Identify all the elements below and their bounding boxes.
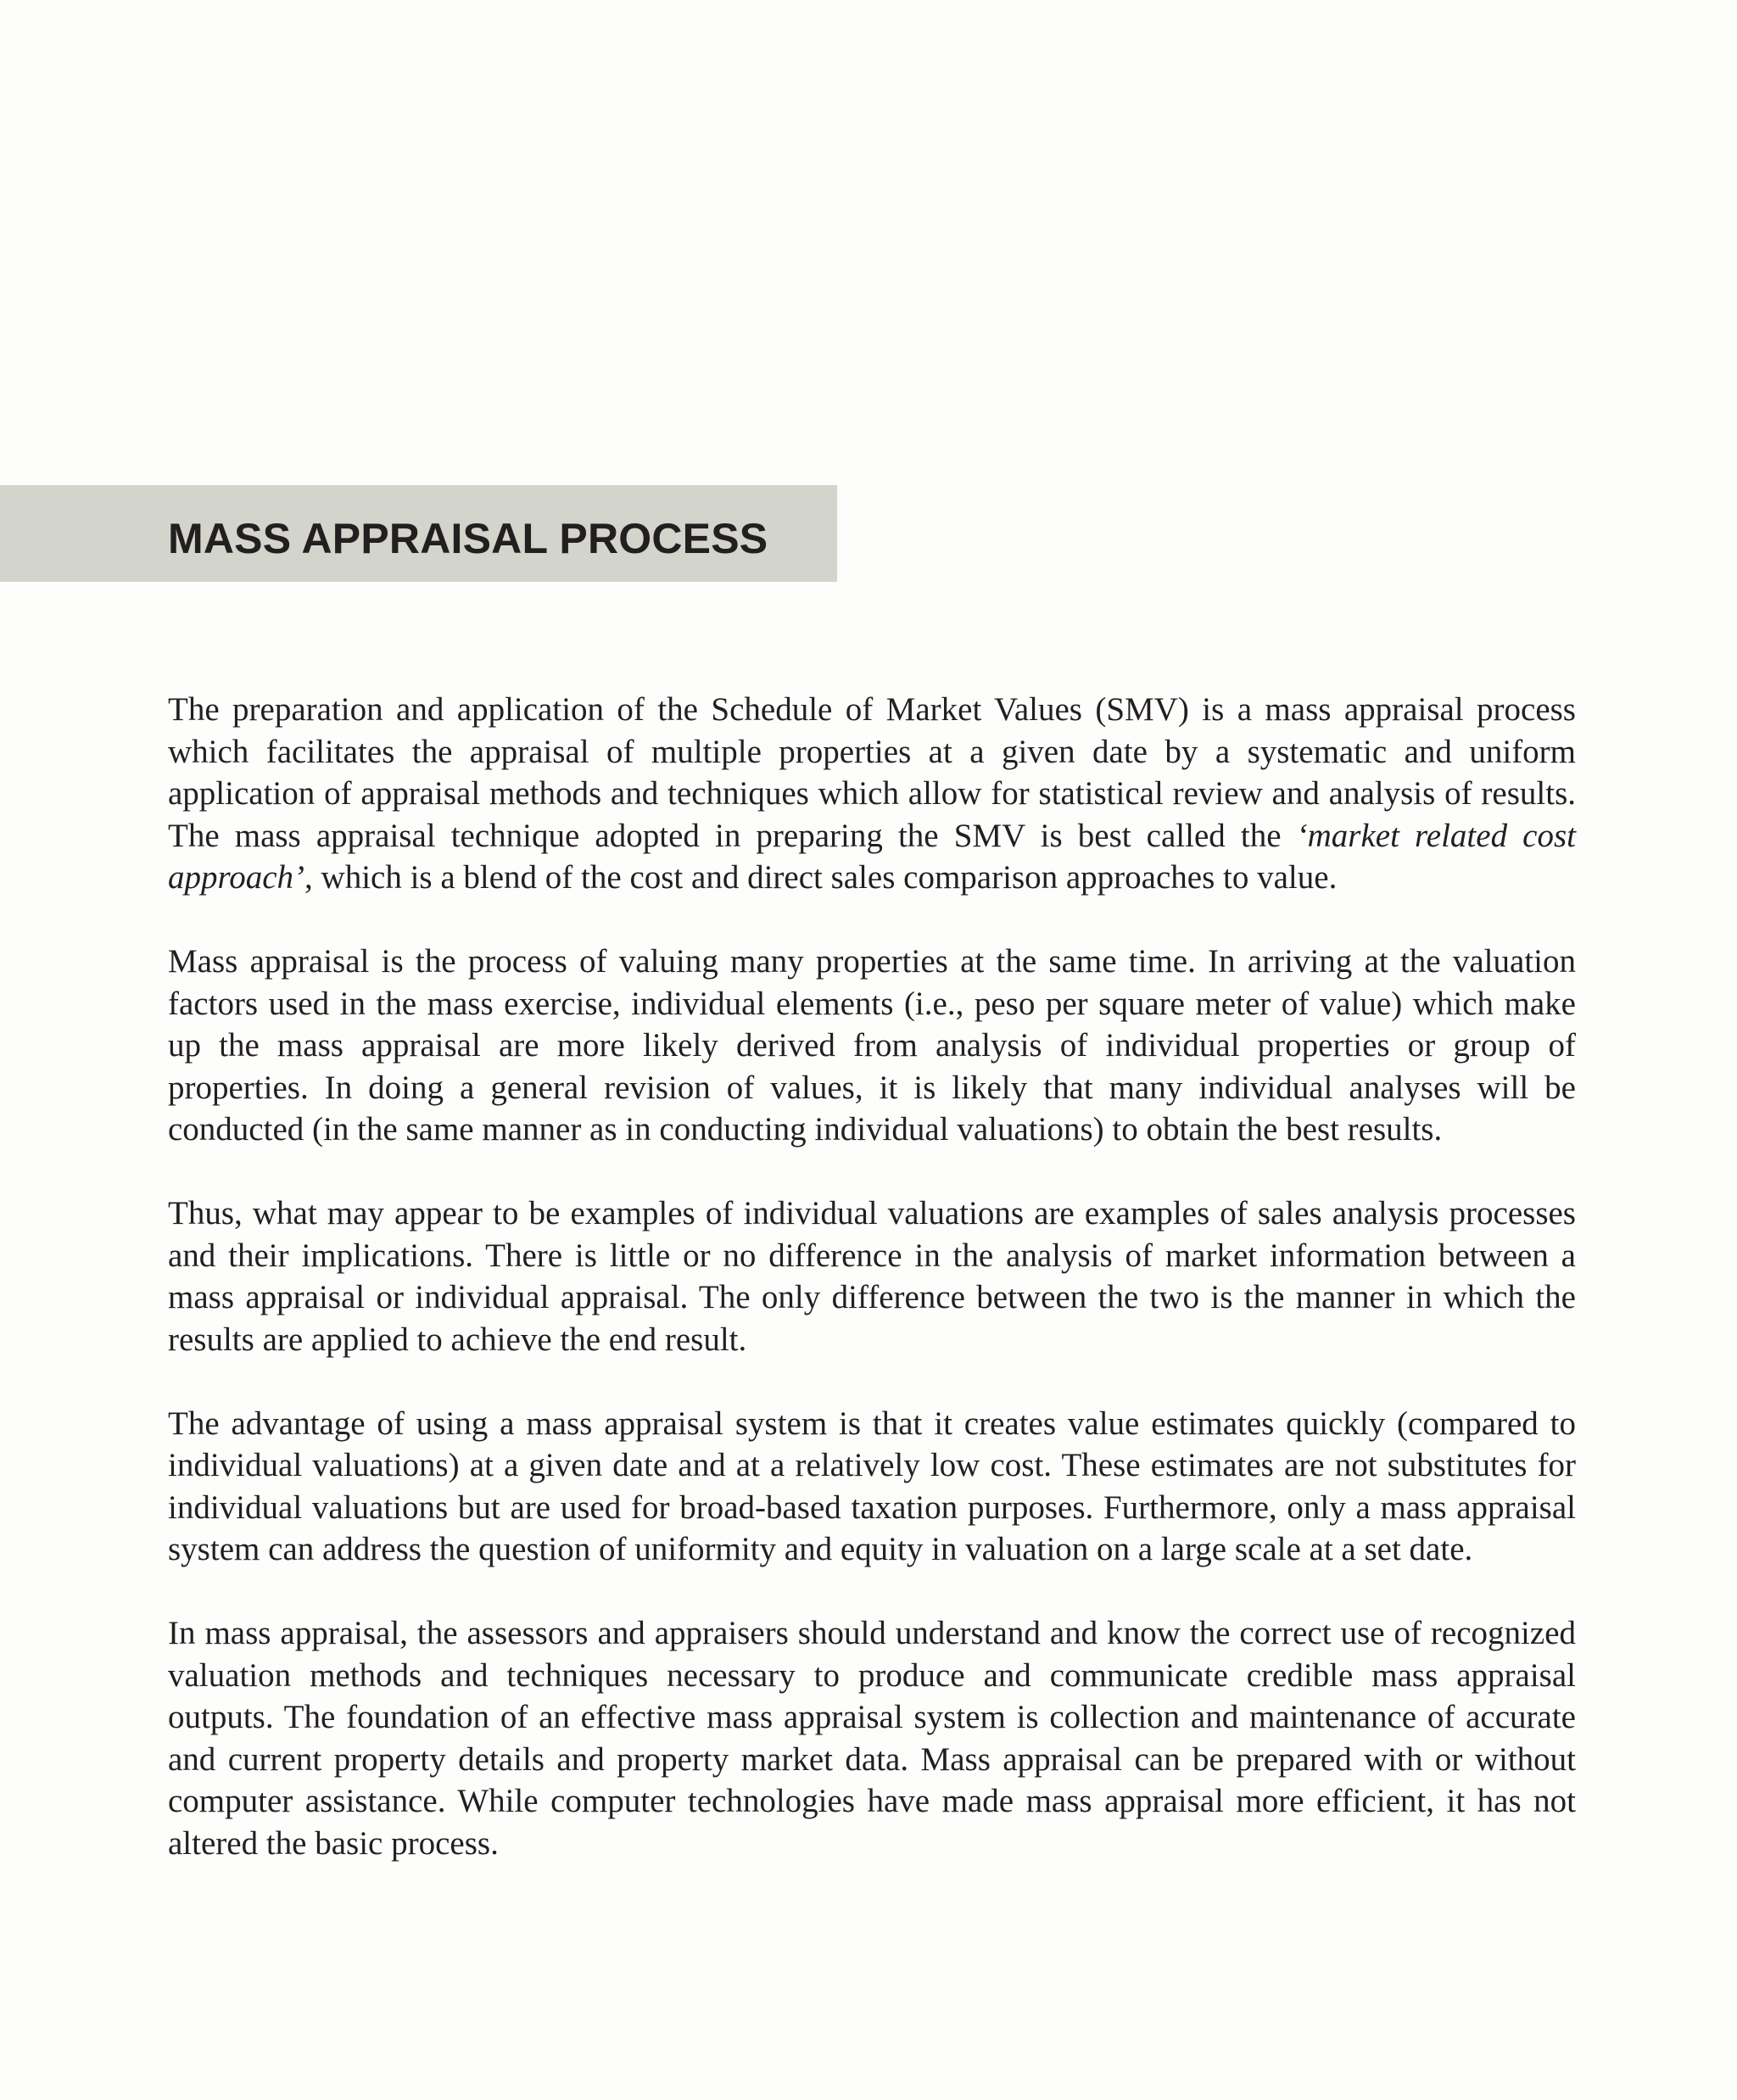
- paragraph-advantages: The advantage of using a mass appraisal system is that it creates value estimates quickly (compared to individual valuations) at a given date and at a relatively low cost. These estimates are not substitutes for individual valuations but are used for broad-based taxation purposes. Furthermore, only a mass appraisal system can address the question of uniformity and equity in valuation on a large scale at a set date.: [168, 1405, 1576, 1567]
- section-title: MASS APPRAISAL PROCESS: [168, 515, 768, 562]
- body-text: [168, 689, 1576, 1864]
- paragraph-mass-appraisal-definition: Mass appraisal is the process of valuing many properties at the same time. In arriving at the valuation factors used in the mass exercise, individual elements (i.e., peso per square meter of value) which make up the mass appraisal are more likely derived from analysis of individual properties or group of properties. In doing a general revision of values, it is likely that many individual analyses will be conducted (in the same manner as in conducting individual valuations) to obtain the best results.: [168, 943, 1576, 1148]
- paragraph-sales-analysis: Thus, what may appear to be examples of individual valuations are examples of sales analysis processes and their implications. There is little or no difference in the analysis of market information between a mass appraisal or individual appraisal. The only difference between the two is the manner in which the results are applied to achieve the end result.: [168, 1195, 1576, 1358]
- paragraph-smv-intro-tail: , which is a blend of the cost and direct sales comparison approaches to value.: [304, 859, 1338, 896]
- paragraph-smv-intro: [168, 689, 1576, 899]
- paragraph-smv-intro-text: The preparation and application of the Schedule of Market Values (SMV) is a mass appraisal process which facilitates the appraisal of multiple properties at a given date by a systematic and uniform application of appraisal methods and techniques which allow for statistical review and analysis of results. The mass appraisal technique adopted in preparing the SMV is best called the: [168, 691, 1576, 854]
- market-related-cost-approach-term: ‘market related cost approach’: [168, 817, 1576, 896]
- paragraph-assessors-appraisers: In mass appraisal, the assessors and appraisers should understand and know the correct use of recognized valuation methods and techniques necessary to produce and communicate credible mass appraisal outputs. The foundation of an effective mass appraisal system is collection and maintenance of accurate and current property details and property market data. Mass appraisal can be prepared with or without computer assistance. While computer technologies have made mass appraisal more efficient, it has not altered the basic process.: [168, 1615, 1576, 1862]
